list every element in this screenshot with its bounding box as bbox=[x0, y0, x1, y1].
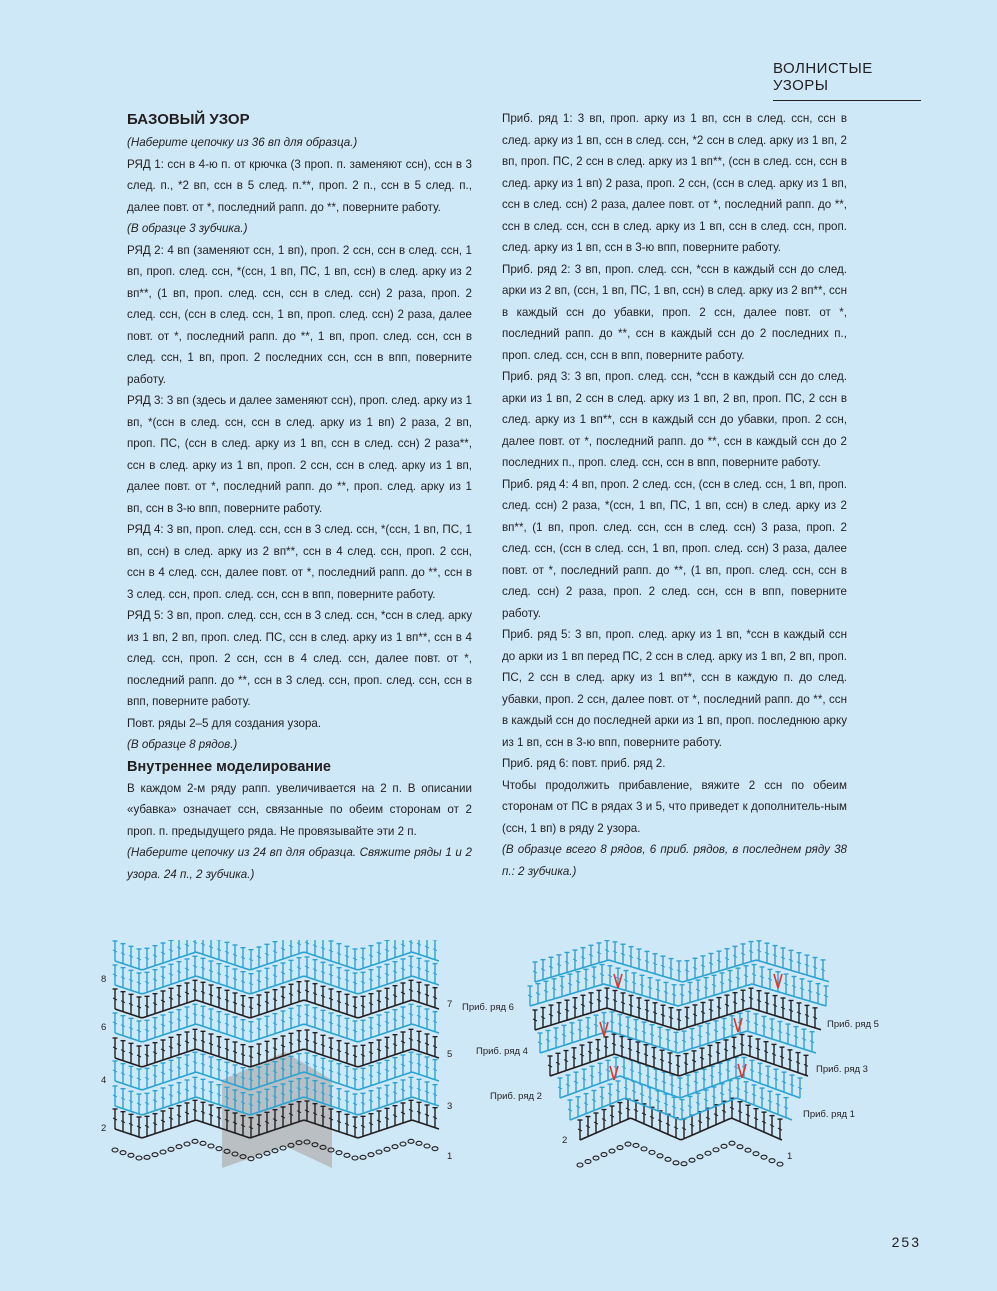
row-label: 6 bbox=[101, 1022, 107, 1033]
chain-stitch bbox=[136, 1156, 142, 1160]
increase-mark bbox=[734, 1018, 738, 1032]
paragraph: (В образце 3 зубчика.) bbox=[127, 222, 248, 235]
paragraph: РЯД 1: ссн в 4-ю п. от крючка (3 проп. п. заменяют ссн), ссн в 3 след. п., *2 вп, ссн в 5 след. п.**, проп. 2 п., ссн в 5 след. п., далее повт. от *, последний рапп. до **, поверните работу. bbox=[127, 157, 472, 214]
paragraph: РЯД 4: 3 вп, проп. след. ссн, ссн в 3 след. ссн, *(ссн, 1 вп, ПС, 1 вп, ссн) в след. арку из 2 вп**, ссн в 4 след. ссн, проп. 2 ссн, ссн в 4 след. ссн, далее повт. от *, последний рапп. до **, ссн в 3 след. ссн, проп. след. ссн, ссн в впп, поверните работу. bbox=[127, 523, 472, 601]
chain-stitch bbox=[160, 1150, 166, 1154]
increase-mark bbox=[610, 1066, 614, 1080]
chart-internal-shaping bbox=[528, 941, 830, 1167]
chain-stitch bbox=[392, 1145, 398, 1149]
chain-stitch bbox=[609, 1149, 615, 1153]
chain-stitch bbox=[368, 1153, 374, 1157]
chain-stitch bbox=[200, 1141, 206, 1145]
crochet-charts bbox=[0, 940, 997, 1180]
row-label: 2 bbox=[562, 1135, 568, 1146]
chain-stitch bbox=[432, 1147, 438, 1151]
chain-stitch bbox=[705, 1151, 711, 1155]
row-label: Приб. ряд 1 bbox=[803, 1109, 855, 1120]
row-label: 8 bbox=[101, 974, 107, 985]
paragraph: (Наберите цепочку из 24 вп для образца. Свяжите ряды 1 и 2 узора. 24 п., 2 зубчика.) bbox=[127, 846, 472, 881]
paragraph: Повт. ряды 2–5 для создания узора. bbox=[127, 716, 322, 730]
chain-stitch bbox=[216, 1147, 222, 1151]
chain-stitch bbox=[665, 1157, 671, 1161]
right-column bbox=[502, 108, 847, 882]
chain-stitch bbox=[713, 1148, 719, 1152]
chain-stitch bbox=[112, 1148, 118, 1152]
paragraph: Приб. ряд 2: 3 вп, проп. след. ссн, *ссн в каждый ссн до след. арки из 2 вп, (ссн, 1 вп, ПС, 1 вп, ссн) в след. арку из 2 вп**, ссн в каждый ссн до убавки, проп. 2 ссн, далее повт. от *, последний рапп. до **, ссн в каждый ссн до 2 последних п., проп. след. ссн, ссн в впп, поверните работу. bbox=[502, 262, 847, 362]
chain-stitch bbox=[673, 1161, 679, 1165]
paragraph: РЯД 2: 4 вп (заменяют ссн, 1 вп), проп. 2 ссн, ссн в след. ссн, 1 вп, проп. след. ссн, *(ссн, 1 вп, ПС, 1 вп, ссн) в след. арку из 2 вп**, (1 вп, проп. след. ссн, ссн в след. ссн) 2 раза, проп. 2 след. ссн, (ссн в след. ссн, 1 вп, проп. след. ссн) 2 раза, далее повт. от *, последний рапп. до **, 1 вп, проп. след. ссн, ссн в след. ссн, 1 вп, проп. 2 последних ссн, ссн в впп, поверните работу. bbox=[127, 243, 472, 386]
row-label: 7 bbox=[447, 999, 453, 1010]
chain-stitch bbox=[128, 1153, 134, 1157]
paragraph: Приб. ряд 5: 3 вп, проп. след. арку из 1 вп, *ссн в каждый ссн до арки из 1 вп перед ПС, 2 ссн в след. арку из 1 вп, 2 вп, проп. ПС, 2 ссн в след. арку из 1 вп**, ссн в каждую п. до след. убавки, проп. 2 ссн, далее повт. от *, последний рапп. до **, ссн в каждый ссн до последней арки из 1 вп, проп. последнюю арку из 1 вп, ссн в 3-ю впп, поверните работу. bbox=[502, 628, 847, 749]
chain-stitch bbox=[352, 1156, 358, 1160]
chain-stitch bbox=[649, 1150, 655, 1154]
chain-stitch bbox=[152, 1153, 158, 1157]
paragraph: РЯД 5: 3 вп, проп. след. ссн, ссн в 3 след. ссн, *ссн в след. арку из 1 вп, 2 вп, проп. след. ПС, ссн в след. арку из 1 вп**, ссн в 4 след. ссн, проп. 2 ссн, ссн в 4 след. ссн, далее повт. от *, последний рапп. до **, ссн в 3 след. ссн, проп. след. ссн, ссн в впп, поверните работу. bbox=[127, 609, 472, 708]
chain-stitch bbox=[681, 1162, 687, 1166]
paragraph: В каждом 2-м ряду рапп. увеличивается на 2 п. В описании «убавка» означает ссн, связанные по обеим сторонам от 2 проп. п. предыдущего ряда. Не провязывайте эти 2 п. bbox=[127, 781, 472, 838]
section-header: ВОЛНИСТЫЕ УЗОРЫ bbox=[773, 60, 921, 101]
chain-stitch bbox=[769, 1159, 775, 1163]
chain-stitch bbox=[416, 1141, 422, 1145]
row-label: 4 bbox=[101, 1075, 107, 1086]
chain-stitch bbox=[753, 1152, 759, 1156]
chain-stitch bbox=[689, 1158, 695, 1162]
chain-stitch bbox=[577, 1163, 583, 1167]
chain-stitch bbox=[729, 1141, 735, 1145]
page-number: 253 bbox=[891, 1234, 921, 1250]
paragraph: (В образце всего 8 рядов, 6 приб. рядов, в последнем ряду 38 п.: 2 зубчика.) bbox=[502, 843, 847, 878]
row-label: Приб. ряд 3 bbox=[816, 1064, 868, 1075]
stitch-row-line bbox=[580, 1118, 782, 1140]
chain-stitch bbox=[424, 1144, 430, 1148]
paragraph: Приб. ряд 1: 3 вп, проп. арку из 1 вп, ссн в след. ссн, ссн в след. арку из 1 вп, ссн в след. ссн, *2 ссн в след. арку из 1 вп, 2 вп, проп. ПС, 2 ссн в след. арку из 1 вп**, (ссн в след. ссн, ссн в след. арку из 1 вп) 2 раза, проп. 2 ссн, (ссн в след. арку из 1 вп, ссн в след. ссн) 2 раза, далее повт. от *, последний рапп. до **, ссн в след. ссн, ссн в след. арку из 1 вп, ссн в след. ссн, проп. след. арку из 1 вп, ссн в 3-ю впп, поверните работу. bbox=[502, 112, 847, 254]
row-label: 2 bbox=[101, 1123, 107, 1134]
paragraph: Приб. ряд 6: повт. приб. ряд 2. bbox=[502, 757, 666, 770]
paragraph: (В образце 8 рядов.) bbox=[127, 738, 238, 751]
chain-stitch bbox=[617, 1146, 623, 1150]
chain-stitch bbox=[601, 1153, 607, 1157]
chart-basic-pattern bbox=[112, 940, 439, 1168]
paragraph: (Наберите цепочку из 36 вп для образца.) bbox=[127, 136, 358, 149]
chain-stitch bbox=[625, 1142, 631, 1146]
chain-stitch bbox=[208, 1144, 214, 1148]
row-label: 1 bbox=[447, 1151, 453, 1162]
row-label: 3 bbox=[447, 1101, 453, 1112]
chain-stitch bbox=[697, 1155, 703, 1159]
chain-stitch bbox=[400, 1142, 406, 1146]
row-label: Приб. ряд 5 bbox=[827, 1019, 879, 1030]
chain-stitch bbox=[120, 1151, 126, 1155]
row-label: 5 bbox=[447, 1049, 453, 1060]
chain-stitch bbox=[344, 1153, 350, 1157]
chain-stitch bbox=[192, 1139, 198, 1143]
chain-stitch bbox=[633, 1143, 639, 1147]
chain-stitch bbox=[777, 1162, 783, 1166]
row-label: 1 bbox=[787, 1151, 793, 1162]
chain-stitch bbox=[360, 1155, 366, 1159]
chain-stitch bbox=[176, 1145, 182, 1149]
chain-stitch bbox=[761, 1155, 767, 1159]
chain-stitch bbox=[745, 1148, 751, 1152]
chain-stitch bbox=[657, 1154, 663, 1158]
chain-stitch bbox=[585, 1160, 591, 1164]
chain-stitch bbox=[384, 1147, 390, 1151]
paragraph: Приб. ряд 3: 3 вп, проп. след. ссн, *ссн в каждый ссн до след. арки из 1 вп, 2 ссн в след. арку из 1 вп, 2 вп, проп. ПС, 2 ссн в след. арку из 1 вп**, ссн в каждый ссн до убавки, проп. 2 ссн, далее повт. от *, последний рапп. до **, ссн в каждый ссн до 2 последних п., проп. след. ссн, ссн в впп, поверните работу. bbox=[502, 370, 847, 469]
stitch-row-line bbox=[550, 1054, 808, 1076]
chain-stitch bbox=[168, 1147, 174, 1151]
paragraph: Чтобы продолжить прибавление, вяжите 2 ссн по обеим сторонам от ПС в рядах 3 и 5, что приведет к дополнитель-ным (ссн, 1 вп) в ряду 2 узора. bbox=[502, 778, 847, 835]
row-label: Приб. ряд 2 bbox=[490, 1091, 542, 1102]
row-label: Приб. ряд 6 bbox=[462, 1002, 514, 1013]
row-label: Приб. ряд 4 bbox=[476, 1046, 528, 1057]
pattern-title: БАЗОВЫЙ УЗОР bbox=[127, 111, 250, 128]
paragraph: Приб. ряд 4: 4 вп, проп. 2 след. ссн, (ссн в след. ссн, 1 вп, проп. след. ссн) 2 раза, *(ссн, 1 вп, ПС, 1 вп, ссн) в след. арку из 2 вп**, (1 вп, проп. след. ссн, ссн в след. ссн) 3 раза, проп. 2 след. ссн, (ссн в след. ссн, 1 вп, проп. след. ссн) 3 раза, далее повт. от *, последний рапп. до **, (1 вп, проп. след. ссн, ссн в след. ссн) 2 раза, проп. 2 след. ссн, ссн в впп, поверните работу. bbox=[502, 477, 847, 620]
chain-stitch bbox=[376, 1150, 382, 1154]
chain-stitch bbox=[408, 1139, 414, 1143]
chain-stitch bbox=[144, 1155, 150, 1159]
left-column bbox=[127, 108, 472, 885]
paragraph: РЯД 3: 3 вп (здесь и далее заменяют ссн), проп. след. арку из 1 вп, *(ссн в след. ссн, ссн в след. арку из 1 вп) 2 раза, 2 вп, проп. ПС, (ссн в след. арку из 1 вп, ссн в след. ссн) 2 раза**, ссн в след. арку из 1 вп, проп. 2 ссн, ссн в след. арку из 1 вп, далее повт. от *, последний рапп. до **, проп. след. арку из 1 вп, ссн в 3-ю впп, поверните работу. bbox=[127, 394, 472, 515]
chain-stitch bbox=[721, 1144, 727, 1148]
subsection-title: Внутреннее моделирование bbox=[127, 758, 331, 775]
chain-stitch bbox=[184, 1142, 190, 1146]
chain-stitch bbox=[593, 1156, 599, 1160]
chain-stitch bbox=[336, 1151, 342, 1155]
chain-stitch bbox=[641, 1147, 647, 1151]
chain-stitch bbox=[737, 1145, 743, 1149]
